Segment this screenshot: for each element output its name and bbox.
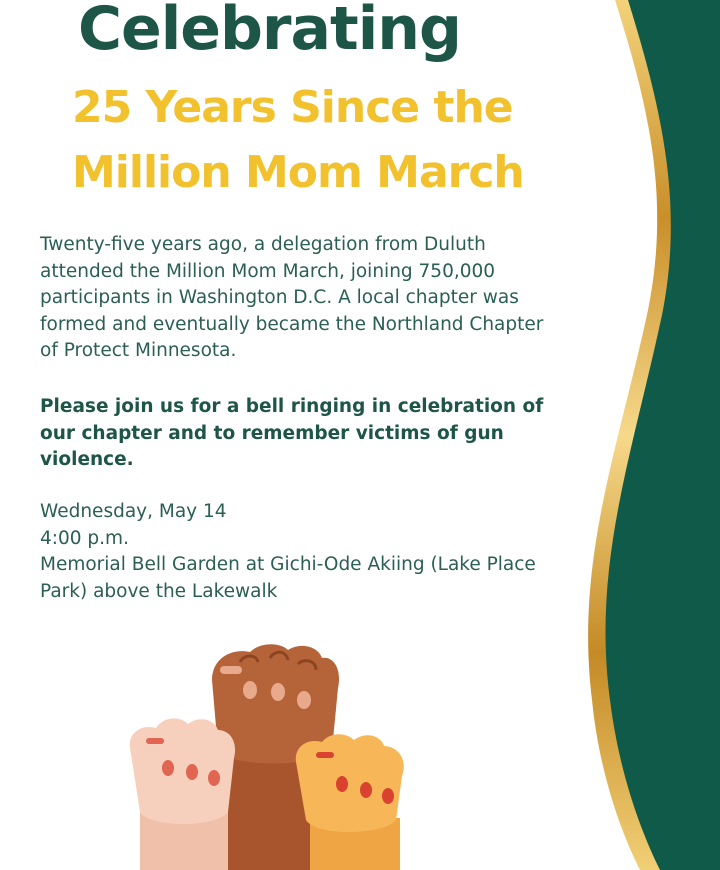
raised-fists-illustration [120, 640, 430, 870]
light-fist [130, 718, 235, 870]
event-details [40, 499, 560, 605]
orange-fist [296, 734, 404, 870]
invitation-callout: Please join us for a bell ringing in celebration of our chapter and to remember victims of gun violence. [40, 396, 544, 470]
event-date: Wednesday, May 14 [40, 501, 227, 522]
subtitle-line-1: 25 Years Since the [72, 82, 513, 133]
event-time: 4:00 p.m. [40, 527, 129, 549]
subtitle-line-2: Million Mom March [72, 147, 524, 198]
page-title: Celebrating [78, 0, 461, 64]
event-location: Memorial Bell Garden at Gichi-Ode Akiing (Lake Place Park) above the Lakewalk [40, 554, 536, 602]
intro-paragraph: Twenty-five years ago, a delegation from Duluth attended the Million Mom March, joining 750,000 participants in Washington D.C. A local chapter was formed and eventually became the Northland Chapter of Protect Minnesota. [40, 234, 544, 361]
